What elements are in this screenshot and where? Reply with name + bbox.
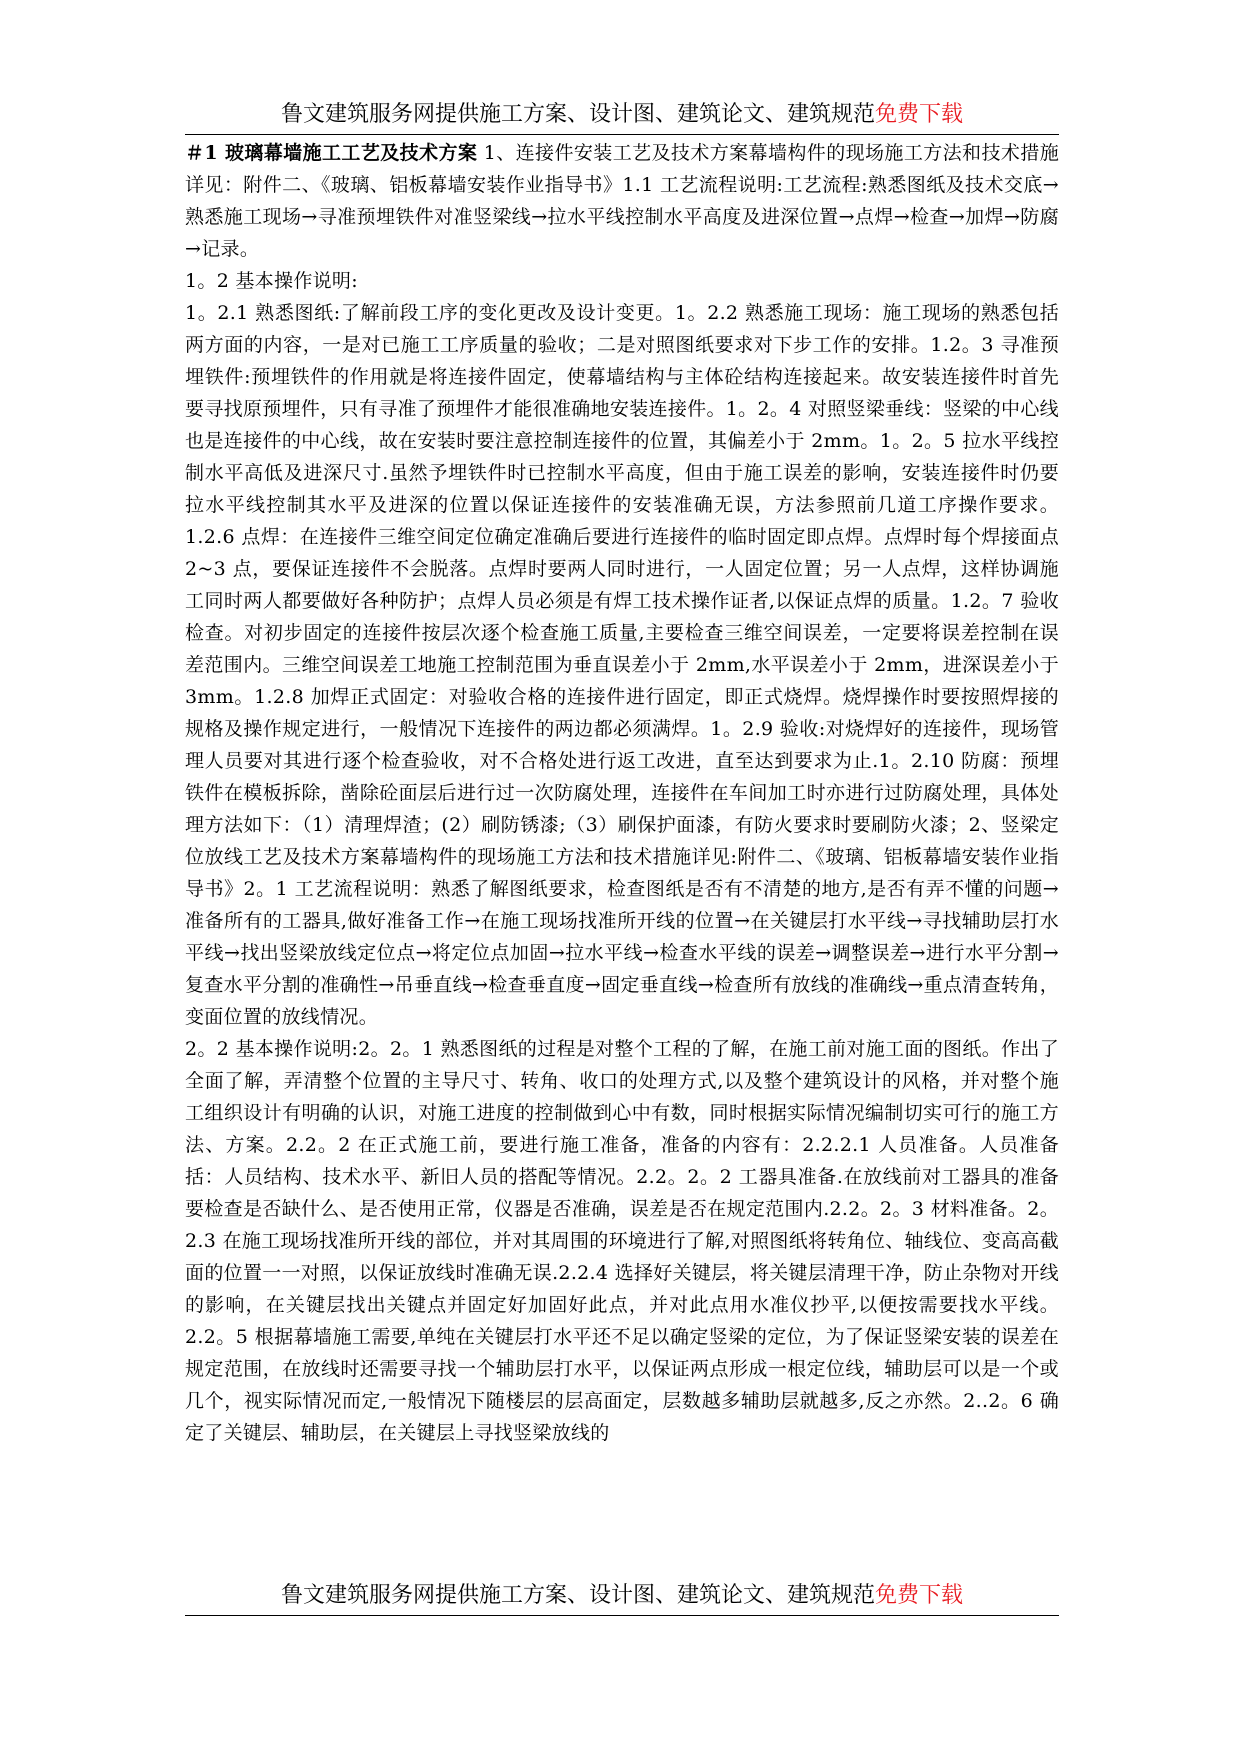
page-header xyxy=(185,100,1059,130)
paragraph-1-text: 1、连接件安装工艺及技术方案幕墙构件的现场施工方法和技术措施详见：附件二、《玻璃、铝板幕墙安装作业指导书》1.1 工艺流程说明:工艺流程:熟悉图纸及技术交底→熟悉施工现场→寻准预埋铁件对准竖梁线→拉水平线控制水平高度及进深位置→点焊→检查→加焊→防腐→记录。 xyxy=(185,142,1059,260)
header-free-download: 免费下载 xyxy=(875,102,964,127)
paragraph-1 xyxy=(185,137,1059,265)
footer-free-download: 免费下载 xyxy=(875,1583,964,1608)
paragraph-2: 1。2 基本操作说明: xyxy=(185,270,358,292)
paragraph-4: 2。2 基本操作说明:2。2。1 熟悉图纸的过程是对整个工程的了解，在施工前对施工面的图纸。作出了全面了解，弄清整个位置的主导尺寸、转角、收口的处理方式,以及整个建筑设计的风格，并对整个施工组织设计有明确的认识，对施工进度的控制做到心中有数，同时根据实际情况编制切实可行的施工方法、方案。2.2。2 在正式施工前，要进行施工准备，准备的内容有：2.2.2.1 人员准备。人员准备括：人员结构、技术水平、新旧人员的搭配等情况。2.2。2。2 工器具准备.在放线前对工器具的准备要检查是否缺什么、是否使用正常，仪器是否准确，误差是否在规定范围内.2.2。2。3 材料准备。2。2.3 在施工现场找准所开线的部位，并对其周围的环境进行了解,对照图纸将转角位、轴线位、变高高截面的位置一一对照，以保证放线时准确无误.2.2.4 选择好关键层，将关键层清理干净，防止杂物对开线的影响，在关键层找出关键点并固定好加固好此点，并对此点用水准仪抄平,以便按需要找水平线。2.2。5 根据幕墙施工需要,单纯在关键层打水平还不足以确定竖梁的定位，为了保证竖梁安装的误差在规定范围，在放线时还需要寻找一个辅助层打水平，以保证两点形成一根定位线，辅助层可以是一个或几个，视实际情况而定,一般情况下随楼层的层高面定，层数越多辅助层就越多,反之亦然。2..2。6 确定了关键层、辅助层，在关键层上寻找竖梁放线的 xyxy=(185,1038,1059,1444)
header-text: 鲁文建筑服务网提供施工方案、设计图、建筑论文、建筑规范 xyxy=(280,102,875,127)
document-body xyxy=(185,137,1059,1449)
page-footer xyxy=(185,1581,1059,1611)
header-rule xyxy=(185,134,1059,135)
footer-text: 鲁文建筑服务网提供施工方案、设计图、建筑论文、建筑规范 xyxy=(280,1583,875,1608)
footer-rule xyxy=(185,1615,1059,1616)
document-title: ＃1 玻璃幕墙施工工艺及技术方案 xyxy=(185,142,478,164)
paragraph-3: 1。2.1 熟悉图纸:了解前段工序的变化更改及设计变更。1。2.2 熟悉施工现场：施工现场的熟悉包括两方面的内容，一是对已施工工序质量的验收；二是对照图纸要求对下步工作的安排。1.2。3 寻准预埋铁件:预埋铁件的作用就是将连接件固定，使幕墙结构与主体砼结构连接起来。故安装连接件时首先要寻找原预埋件，只有寻准了预埋件才能很准确地安装连接件。1。2。4 对照竖梁垂线：竖梁的中心线也是连接件的中心线，故在安装时要注意控制连接件的位置，其偏差小于 2mm。1。2。5 拉水平线控制水平高低及进深尺寸.虽然予埋铁件时已控制水平高度，但由于施工误差的影响，安装连接件时仍要拉水平线控制其水平及进深的位置以保证连接件的安装准确无误，方法参照前几道工序操作要求。1.2.6 点焊：在连接件三维空间定位确定准确后要进行连接件的临时固定即点焊。点焊时每个焊接面点 2~3 点，要保证连接件不会脱落。点焊时要两人同时进行，一人固定位置；另一人点焊，这样协调施工同时两人都要做好各种防护；点焊人员必须是有焊工技术操作证者,以保证点焊的质量。1.2。7 验收检查。对初步固定的连接件按层次逐个检查施工质量,主要检查三维空间误差，一定要将误差控制在误差范围内。三维空间误差工地施工控制范围为垂直误差小于 2mm,水平误差小于 2mm，进深误差小于 3mm。1.2.8 加焊正式固定：对验收合格的连接件进行固定，即正式烧焊。烧焊操作时要按照焊接的规格及操作规定进行，一般情况下连接件的两边都必须满焊。1。2.9 验收:对烧焊好的连接件，现场管理人员要对其进行逐个检查验收，对不合格处进行返工改进，直至达到要求为止.1。2.10 防腐：预埋铁件在模板拆除，凿除砼面层后进行过一次防腐处理，连接件在车间加工时亦进行过防腐处理，具体处理方法如下：（1）清理焊渣；(2）刷防锈漆;（3）刷保护面漆，有防火要求时要刷防火漆；2、竖梁定位放线工艺及技术方案幕墙构件的现场施工方法和技术措施详见:附件二、《玻璃、铝板幕墙安装作业指导书》2。1 工艺流程说明：熟悉了解图纸要求，检查图纸是否有不清楚的地方,是否有弄不懂的问题→准备所有的工器具,做好准备工作→在施工现场找准所开线的位置→在关键层打水平线→寻找辅助层打水平线→找出竖梁放线定位点→将定位点加固→拉水平线→检查水平线的误差→调整误差→进行水平分割→复查水平分割的准确性→吊垂直线→检查垂直度→固定垂直线→检查所有放线的准确线→重点清查转角，变面位置的放线情况。 xyxy=(185,302,1059,1028)
